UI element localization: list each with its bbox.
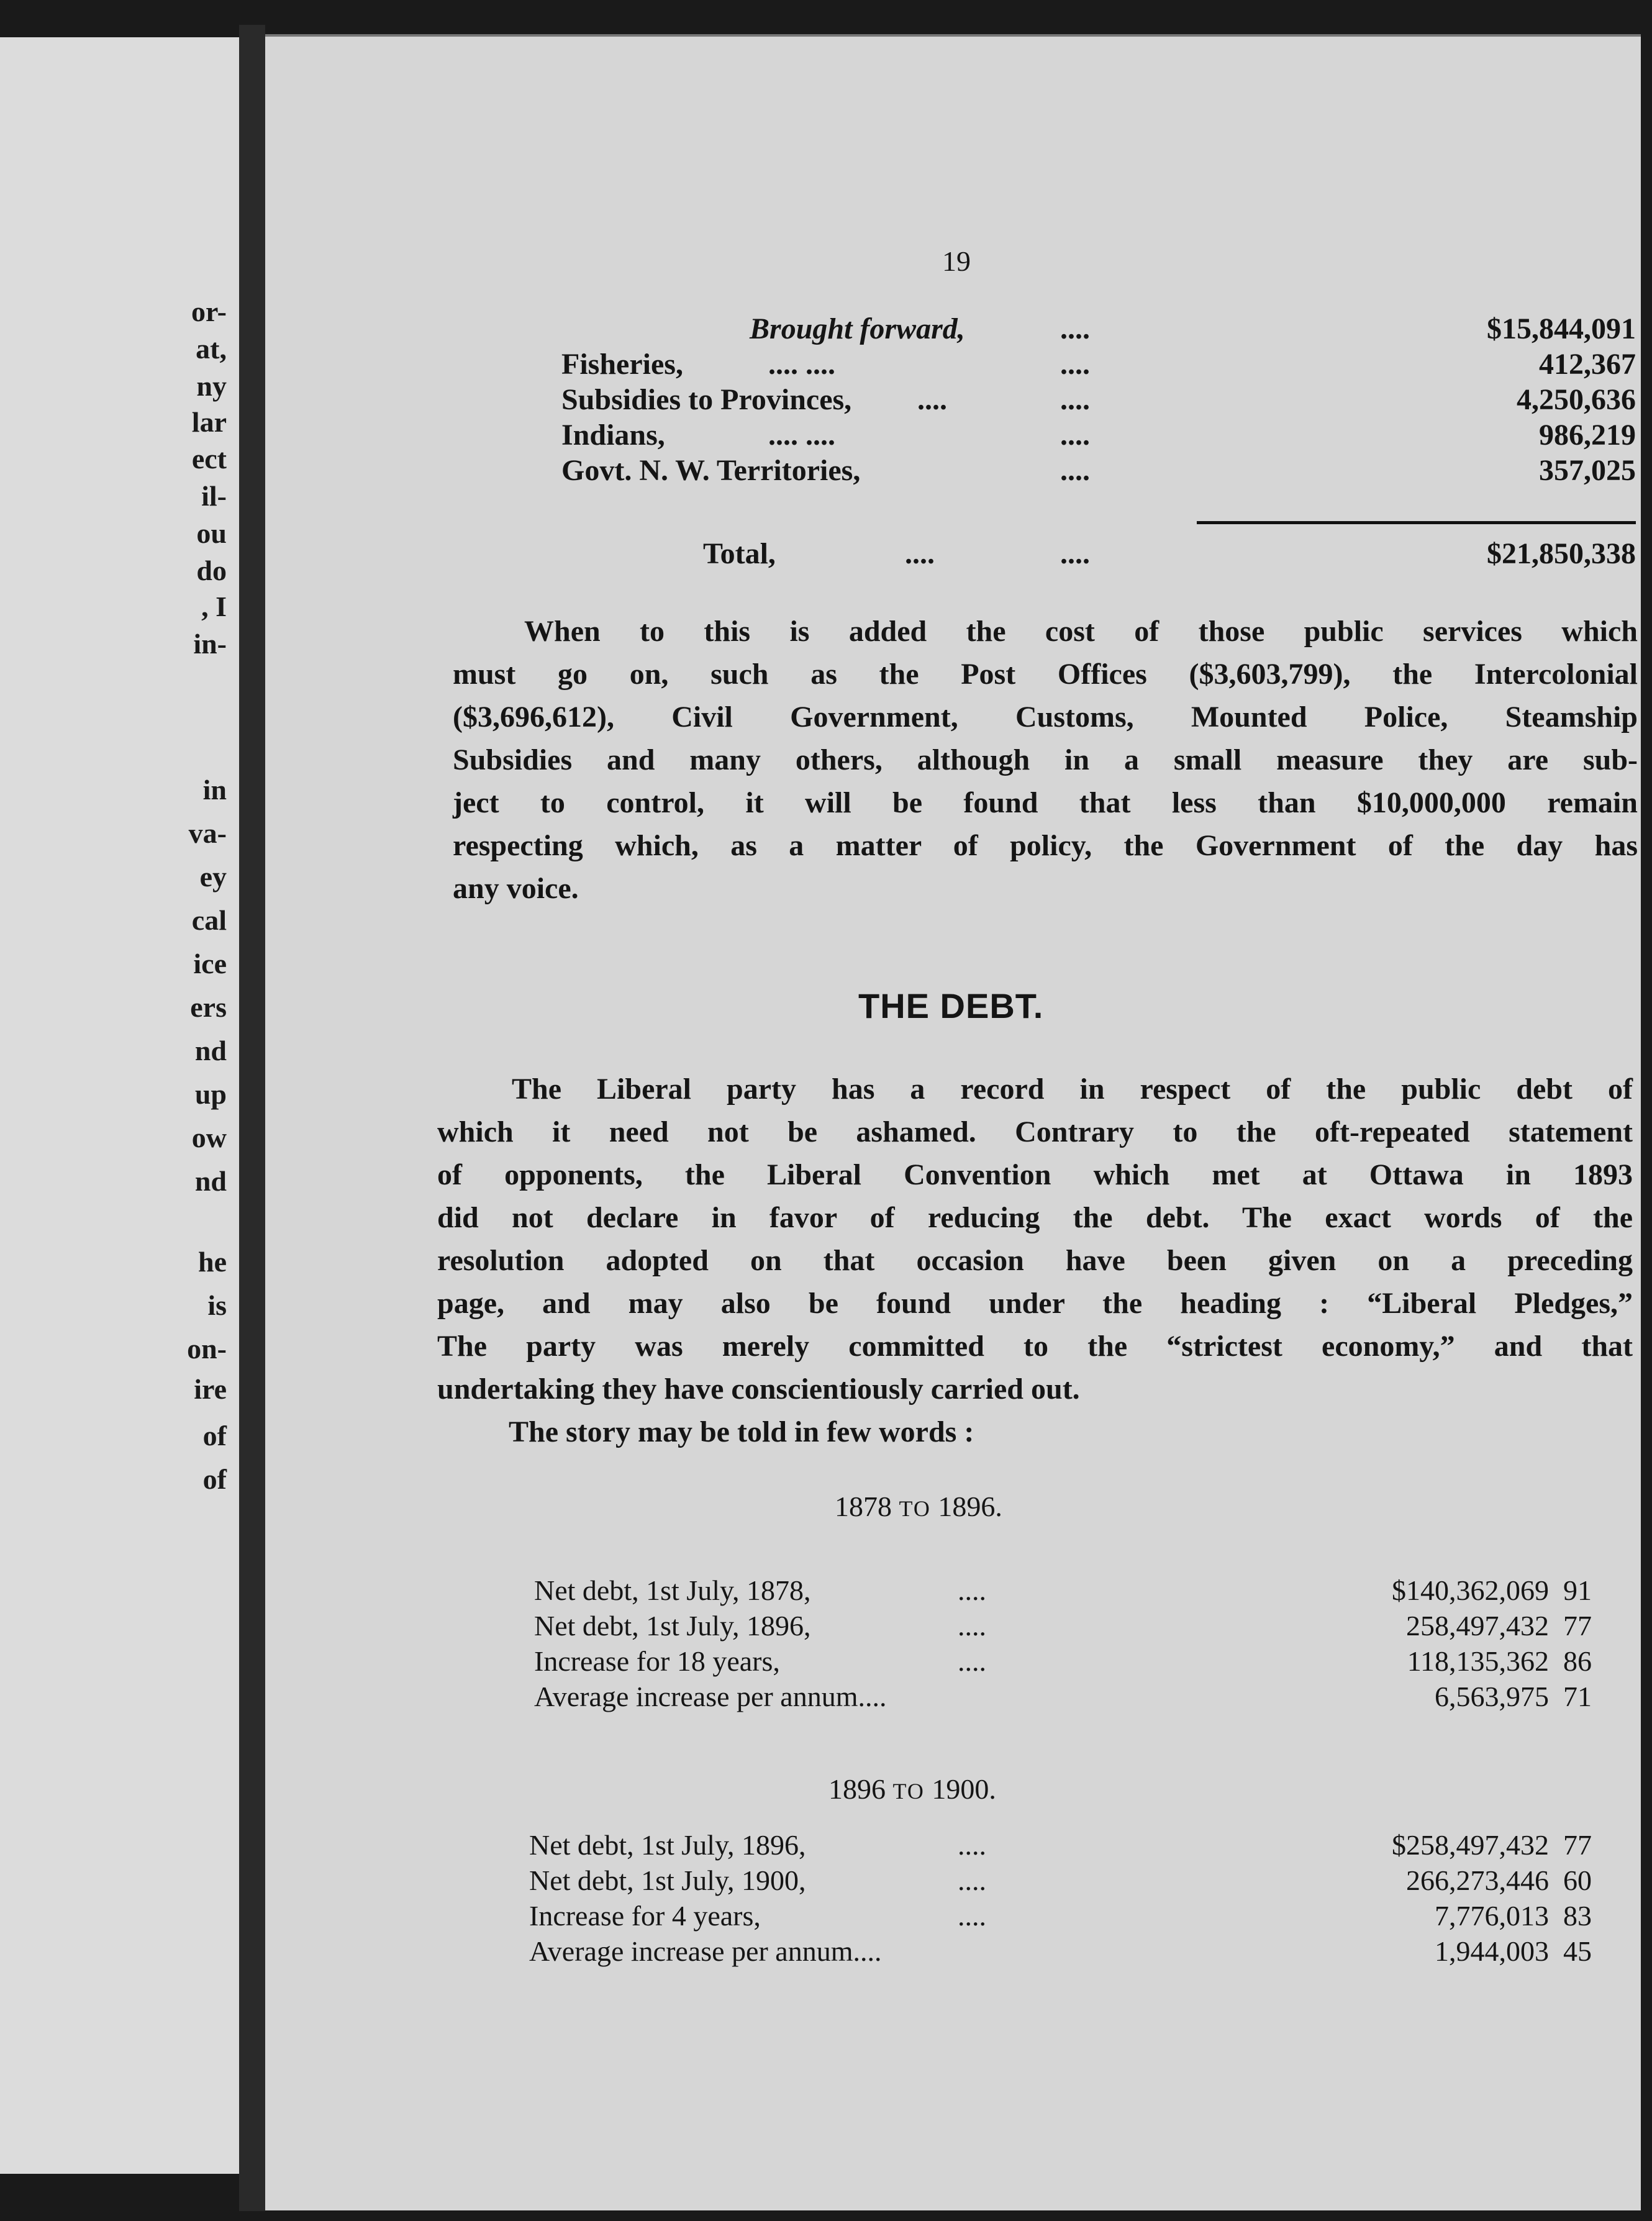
- left-fragment: do: [196, 555, 227, 586]
- left-fragment: va-: [188, 817, 227, 849]
- left-fragment: ers: [190, 991, 227, 1023]
- debt-row-cents: 91: [1563, 1574, 1592, 1606]
- debt-row-cents: 83: [1563, 1900, 1592, 1932]
- left-fragment: ect: [191, 443, 227, 475]
- debt-row-label: Net debt, 1st July, 1896,: [529, 1829, 806, 1861]
- left-fragment: ny: [196, 370, 227, 402]
- left-fragment: at,: [196, 333, 227, 365]
- leader-dots: ....: [958, 1864, 986, 1896]
- debt-table-heading: [828, 1773, 996, 1805]
- leader-dots: ....: [1060, 383, 1090, 416]
- leader-dots: ....: [905, 537, 935, 570]
- leader-dots: ....: [958, 1610, 986, 1642]
- debt-row-label: Increase for 18 years,: [534, 1645, 780, 1677]
- story-line: The story may be told in few words :: [509, 1415, 974, 1448]
- leader-dots: ....: [1060, 312, 1090, 345]
- leader-dots: ....: [1060, 454, 1090, 487]
- table-row-label: Indians,: [561, 419, 665, 452]
- paragraph-line: did not declare in favor of reducing the debt. The exact words of the: [437, 1201, 1633, 1234]
- left-fragment: of: [202, 1463, 227, 1495]
- left-fragment: of: [202, 1420, 227, 1451]
- leader-dots: ....: [958, 1574, 986, 1606]
- heading-from-year: 1878: [835, 1491, 892, 1522]
- table-row-label: Subsidies to Provinces,: [561, 383, 852, 416]
- paragraph-line: of opponents, the Liberal Convention which met at Ottawa in 1893: [437, 1158, 1633, 1191]
- heading-from-year: 1896: [828, 1773, 886, 1805]
- left-fragment: nd: [194, 1165, 227, 1197]
- main-page: [265, 34, 1641, 2210]
- debt-row-label: Increase for 4 years,: [529, 1900, 761, 1932]
- debt-row-dollars: 258,497,432: [1406, 1610, 1549, 1642]
- debt-row-dollars: 7,776,013: [1435, 1900, 1549, 1932]
- debt-row-dollars: $140,362,069: [1392, 1574, 1549, 1606]
- debt-row-dollars: $258,497,432: [1392, 1829, 1549, 1861]
- paragraph-line: resolution adopted on that occasion have been given on a preceding: [437, 1244, 1633, 1277]
- heading-to-word: TO: [899, 1496, 931, 1521]
- left-fragment: or-: [191, 296, 227, 327]
- paragraph-services: [453, 610, 1638, 910]
- left-page-edge: [0, 37, 243, 2174]
- left-fragment: ow: [191, 1122, 227, 1153]
- leader-dots: ....: [958, 1645, 986, 1677]
- paragraph-line: ject to control, it will be found that less than $10,000,000 remain: [453, 786, 1638, 819]
- leader-dots: ....: [1060, 419, 1090, 452]
- paragraph-line: respecting which, as a matter of policy, the Government of the day has: [453, 829, 1638, 862]
- debt-row-cents: 77: [1563, 1610, 1592, 1642]
- debt-row-cents: 77: [1563, 1829, 1592, 1861]
- left-fragment: up: [194, 1078, 227, 1110]
- table-row-label: Fisheries,: [561, 348, 683, 381]
- table-row-label: Brought forward,: [750, 312, 965, 345]
- debt-row-cents: 45: [1563, 1935, 1592, 1967]
- table-row-amount: $15,844,091: [1487, 312, 1636, 345]
- leader-dots: ....: [1060, 537, 1090, 570]
- page-gutter: [239, 25, 265, 2211]
- left-fragment: on-: [187, 1333, 227, 1365]
- paragraph-line: The Liberal party has a record in respect of the public debt of: [512, 1073, 1633, 1106]
- total-rule: [1197, 521, 1636, 524]
- left-fragment: in: [202, 774, 227, 806]
- left-fragment: ire: [194, 1373, 227, 1405]
- left-fragment: nd: [194, 1035, 227, 1066]
- debt-row-cents: 71: [1563, 1681, 1592, 1712]
- paragraph-line: any voice.: [453, 872, 579, 905]
- paragraph-line: The party was merely committed to the “strictest economy,” and that: [437, 1330, 1633, 1363]
- total-amount: $21,850,338: [1487, 537, 1636, 570]
- heading-to-year: 1900.: [932, 1773, 996, 1805]
- page-number: 19: [942, 245, 971, 277]
- debt-table-heading: [835, 1490, 1002, 1523]
- debt-row-label: Net debt, 1st July, 1896,: [534, 1610, 811, 1642]
- debt-row-label: Average increase per annum....: [534, 1681, 887, 1712]
- debt-row-dollars: 118,135,362: [1407, 1645, 1549, 1677]
- left-fragment: ice: [193, 948, 227, 979]
- left-fragment: lar: [191, 406, 227, 438]
- leader-dots: ....: [958, 1900, 986, 1932]
- debt-row-label: Net debt, 1st July, 1878,: [534, 1574, 811, 1606]
- left-fragment: he: [198, 1246, 227, 1278]
- section-heading: THE DEBT.: [858, 986, 1044, 1025]
- debt-row-dollars: 266,273,446: [1406, 1864, 1549, 1896]
- table-row-amount: 412,367: [1539, 348, 1636, 381]
- paragraph-line: must go on, such as the Post Offices ($3,603,799), the Intercolonial: [453, 658, 1638, 691]
- left-fragment: , I: [201, 591, 227, 622]
- debt-row-dollars: 6,563,975: [1435, 1681, 1549, 1712]
- left-fragment: ey: [199, 861, 227, 892]
- paragraph-debt-record: [437, 1068, 1633, 1453]
- table-row-amount: 357,025: [1539, 454, 1636, 487]
- debt-row-label: Average increase per annum....: [529, 1935, 882, 1967]
- left-fragment: il-: [201, 480, 227, 512]
- left-fragment: in-: [193, 628, 227, 660]
- leader-dots: .... ....: [768, 419, 835, 452]
- table-row-amount: 4,250,636: [1517, 383, 1636, 416]
- total-label: Total,: [703, 537, 776, 570]
- left-fragment: cal: [191, 904, 227, 936]
- left-fragment: ou: [196, 517, 227, 549]
- paragraph-line: When to this is added the cost of those public services which: [524, 615, 1638, 648]
- heading-to-word: TO: [892, 1779, 925, 1804]
- paragraph-line: Subsidies and many others, although in a small measure they are sub-: [453, 743, 1638, 776]
- paragraph-line: page, and may also be found under the heading : “Liberal Pledges,”: [437, 1287, 1633, 1320]
- debt-row-label: Net debt, 1st July, 1900,: [529, 1864, 806, 1896]
- table-row-label: Govt. N. W. Territories,: [561, 454, 861, 487]
- paragraph-line: undertaking they have conscientiously carried out.: [437, 1373, 1080, 1406]
- paragraph-line: which it need not be ashamed. Contrary to the oft-repeated statement: [437, 1115, 1633, 1148]
- debt-row-cents: 86: [1563, 1645, 1592, 1677]
- debt-row-dollars: 1,944,003: [1435, 1935, 1549, 1967]
- leader-dots: .... ....: [768, 348, 835, 381]
- debt-row-cents: 60: [1563, 1864, 1592, 1896]
- left-fragment: is: [207, 1289, 227, 1321]
- paragraph-line: ($3,696,612), Civil Government, Customs, Mounted Police, Steamship: [453, 701, 1638, 734]
- leader-dots: ....: [958, 1829, 986, 1861]
- heading-to-year: 1896.: [938, 1491, 1002, 1522]
- table-row-amount: 986,219: [1539, 419, 1636, 452]
- leader-dots: ....: [917, 383, 947, 416]
- leader-dots: ....: [1060, 348, 1090, 381]
